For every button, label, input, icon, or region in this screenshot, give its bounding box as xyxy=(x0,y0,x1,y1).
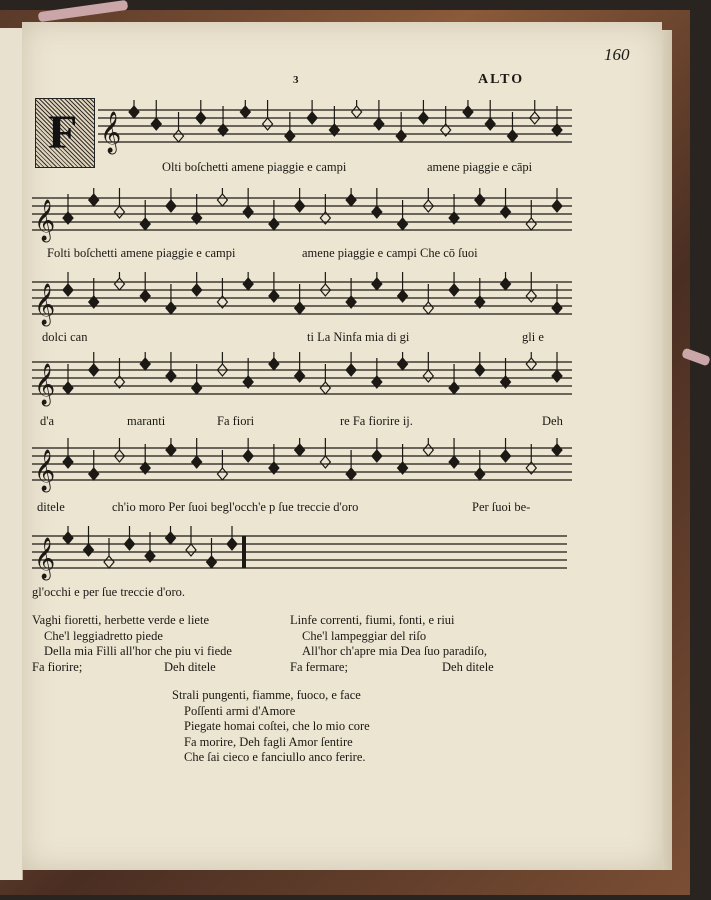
stanza-right xyxy=(290,613,494,675)
note-head xyxy=(217,468,227,480)
note-head xyxy=(269,358,279,370)
stanza-line: Fa fiorire; Deh ditele xyxy=(32,659,216,674)
stanza-line: Piegate homai coſtei, che lo mio core xyxy=(184,719,370,733)
note-head xyxy=(63,456,73,468)
note-head xyxy=(104,556,114,568)
lyric-syllable: Per ſuoi be- xyxy=(472,500,531,514)
note-head xyxy=(307,112,317,124)
stanza-line: Che'l lampeggiar del riſo xyxy=(302,628,427,643)
note-head xyxy=(526,290,536,302)
voice-part-title: ALTO xyxy=(478,72,525,87)
note-head xyxy=(423,370,433,382)
note-head xyxy=(552,302,562,314)
note-head xyxy=(423,302,433,314)
note-head xyxy=(240,106,250,118)
note-head xyxy=(227,538,237,550)
staff-6 xyxy=(32,526,572,582)
note-head xyxy=(475,364,485,376)
note-head xyxy=(285,130,295,142)
note-head xyxy=(125,538,135,550)
note-head xyxy=(192,284,202,296)
note-head xyxy=(396,130,406,142)
note-head xyxy=(140,358,150,370)
lyric-syllable: maranti xyxy=(127,414,166,428)
note-head xyxy=(63,284,73,296)
staff-3 xyxy=(32,272,572,328)
note-head xyxy=(166,444,176,456)
note-head xyxy=(140,218,150,230)
left-page-edge xyxy=(0,28,23,880)
note-head xyxy=(63,382,73,394)
clef-icon: 𝄞 xyxy=(34,200,56,241)
lyric-syllable: ch'io moro Per ſuoi begl'occh'e p ſue treccie d'oro xyxy=(112,500,359,514)
final-barline xyxy=(242,536,246,568)
initial-letter: F xyxy=(48,106,78,159)
note-head xyxy=(346,364,356,376)
clef-icon: 𝄞 xyxy=(34,364,56,405)
note-head xyxy=(89,364,99,376)
note-head xyxy=(449,382,459,394)
note-head xyxy=(84,544,94,556)
note-head xyxy=(217,194,227,206)
lyric-syllable: gl'occhi e per ſue treccie d'oro. xyxy=(32,585,186,599)
note-head xyxy=(243,278,253,290)
note-head xyxy=(346,468,356,480)
stanza-refrain: Deh ditele xyxy=(442,659,494,674)
stanza-line: Fa fermare; Deh ditele xyxy=(290,659,494,674)
stanza-line: Vaghi fioretti, herbette verde e liete xyxy=(32,613,210,627)
lyric-syllable: ti La Ninfa mia di gi xyxy=(307,330,410,344)
stanza-refrain: Deh ditele xyxy=(164,659,216,674)
lyric-syllable: Deh xyxy=(542,414,563,428)
note-head xyxy=(398,218,408,230)
stanza-line: Della mia Filli all'hor che piu vi fiede xyxy=(44,644,232,658)
stanza-line: Strali pungenti, fiamme, fuoco, e face xyxy=(172,688,361,702)
stanza-line: Che ſai cieco e fanciullo anco ferire. xyxy=(184,750,366,764)
note-head xyxy=(243,206,253,218)
staff-5 xyxy=(32,438,572,494)
note-head xyxy=(352,106,362,118)
lyric-syllable: Olti boſchetti amene piaggie e campi xyxy=(162,160,347,174)
stanza-line: Fa morire, Deh fagli Amor ſentire xyxy=(184,734,353,749)
note-head xyxy=(449,456,459,468)
staff-2 xyxy=(32,188,572,244)
lyric-syllable: d'a xyxy=(40,414,55,428)
note-head xyxy=(463,106,473,118)
note-head xyxy=(526,358,536,370)
note-head xyxy=(449,284,459,296)
note-head xyxy=(475,468,485,480)
note-head xyxy=(552,444,562,456)
lyric-syllable: amene piaggie e campi Che cō ſuoi xyxy=(302,246,478,260)
note-head xyxy=(372,450,382,462)
note-head xyxy=(89,194,99,206)
note-head xyxy=(552,370,562,382)
stanza-line: All'hor ch'apre mia Dea ſuo paradiſo, xyxy=(302,644,487,658)
lyric-syllable: Fa fiori xyxy=(217,414,255,428)
clef-icon: 𝄞 xyxy=(34,538,56,579)
decorated-initial xyxy=(35,98,95,168)
note-head xyxy=(166,532,176,544)
note-head xyxy=(552,200,562,212)
note-head xyxy=(526,218,536,230)
note-head xyxy=(174,130,184,142)
lyric-syllable: gli e xyxy=(522,330,544,344)
staff-1 xyxy=(98,100,638,156)
note-head xyxy=(151,118,161,130)
lyric-syllable: amene piaggie e cāpi xyxy=(427,160,533,174)
lyric-syllable: ditele xyxy=(37,500,65,514)
lyric-syllable: re Fa fiorire ij. xyxy=(340,414,413,428)
note-head xyxy=(263,118,273,130)
stanza-line: Linfe correnti, fiumi, fonti, e riui xyxy=(290,613,455,627)
stanza-center xyxy=(172,688,370,766)
note-head xyxy=(166,302,176,314)
note-head xyxy=(320,456,330,468)
note-head xyxy=(295,200,305,212)
stanza-left xyxy=(32,613,232,675)
note-head xyxy=(207,556,217,568)
note-head xyxy=(423,444,433,456)
note-head xyxy=(485,118,495,130)
note-head xyxy=(346,194,356,206)
note-head xyxy=(320,382,330,394)
note-head xyxy=(192,456,202,468)
note-head xyxy=(398,290,408,302)
note-head xyxy=(372,278,382,290)
note-head xyxy=(418,112,428,124)
note-head xyxy=(269,218,279,230)
note-head xyxy=(114,278,124,290)
note-head xyxy=(166,200,176,212)
note-head xyxy=(63,532,73,544)
note-head xyxy=(398,358,408,370)
page-number: 3 xyxy=(293,74,301,86)
note-head xyxy=(129,106,139,118)
note-head xyxy=(374,118,384,130)
note-head xyxy=(295,444,305,456)
note-head xyxy=(114,206,124,218)
note-head xyxy=(243,450,253,462)
note-head xyxy=(507,130,517,142)
note-head xyxy=(269,290,279,302)
note-head xyxy=(501,450,511,462)
clef-icon: 𝄞 xyxy=(100,112,122,153)
folio-number: 160 xyxy=(604,45,630,64)
note-head xyxy=(166,370,176,382)
staff-4 xyxy=(32,352,572,408)
clef-icon: 𝄞 xyxy=(34,284,56,325)
lyric-syllable: Folti boſchetti amene piaggie e campi xyxy=(47,246,236,260)
note-head xyxy=(295,302,305,314)
note-head xyxy=(89,468,99,480)
stanza-line: Poſſenti armi d'Amore xyxy=(184,703,296,718)
note-head xyxy=(501,206,511,218)
note-head xyxy=(196,112,206,124)
note-head xyxy=(475,194,485,206)
clef-icon: 𝄞 xyxy=(34,450,56,491)
stanza-line: Che'l leggiadretto piede xyxy=(44,628,163,643)
note-head xyxy=(372,206,382,218)
note-head xyxy=(186,544,196,556)
note-head xyxy=(295,370,305,382)
lyric-syllable: dolci can xyxy=(42,330,88,344)
note-head xyxy=(192,382,202,394)
note-head xyxy=(140,290,150,302)
note-head xyxy=(501,278,511,290)
